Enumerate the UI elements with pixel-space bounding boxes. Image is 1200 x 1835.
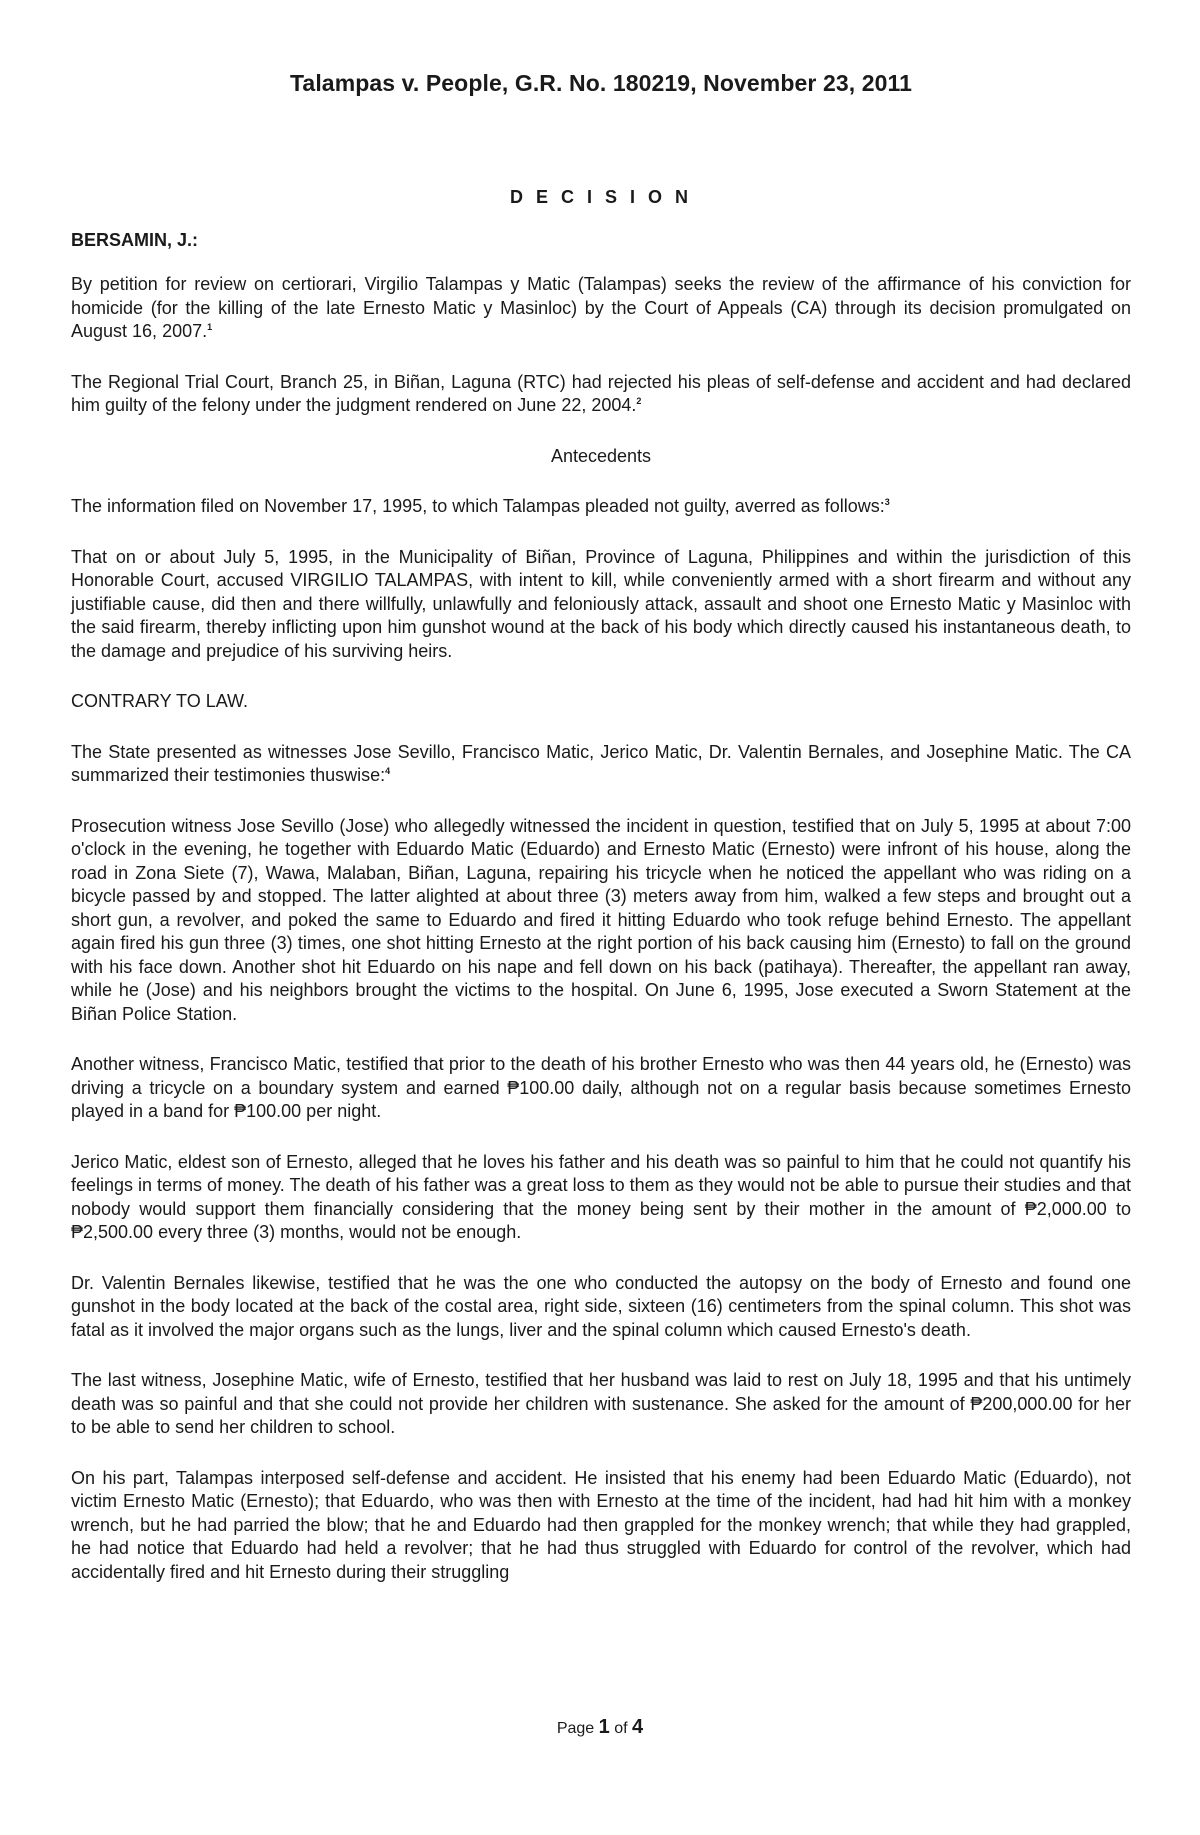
paragraph: Prosecution witness Jose Sevillo (Jose) who allegedly witnessed the incident in question, testified that on July 5, 1995 at about 7:00 o'clock in the evening, he together with Eduardo Matic (Eduardo) and Ernesto Matic (Ernesto) were infront of his house, along the road in Zona Siete (7), Wawa, Malaban, Biñan, Laguna, repairing his tricycle when he noticed the appellant who was riding on a bicycle passed by and stopped. The latter alighted at about three (3) meters away from him, walked a few steps and brought out a short gun, a revolver, and poked the same to Eduardo and fired it hitting Eduardo who took refuge behind Ernesto. The appellant again fired his gun three (3) times, one shot hitting Ernesto at the right portion of his back causing him (Ernesto) to fall on the ground with his face down. Another shot hit Eduardo on his nape and fell down on his back (patihaya). Thereafter, the appellant ran away, while he (Jose) and his neighbors brought the victims to the hospital. On June 6, 1995, Jose executed a Sworn Statement at the Biñan Police Station. bbox=[71, 815, 1131, 1024]
paragraph: The Regional Trial Court, Branch 25, in Biñan, Laguna (RTC) had rejected his pleas of self-defense and accident and had declared him guilty of the felony under the judgment rendered on June 22, 2004.$^2$ bbox=[71, 371, 1131, 415]
page-footer bbox=[0, 1716, 1200, 1739]
paragraph: By petition for review on certiorari, Virgilio Talampas y Matic (Talampas) seeks the review of the affirmance of his conviction for homicide (for the killing of the late Ernesto Matic y Masinloc) by the Court of Appeals (CA) through its decision promulgated on August 16, 2007.$^1$ bbox=[71, 274, 1131, 341]
footnote-ref[interactable]: 3 bbox=[884, 497, 890, 507]
footnote-ref[interactable]: 2 bbox=[636, 396, 642, 406]
decision-heading: D E C I S I O N bbox=[509, 187, 693, 207]
paragraph: Jerico Matic, eldest son of Ernesto, alleged that he loves his father and his death was so painful to him that he could not quantify his feelings in terms of money. The death of his father was a great loss to them as they would not be able to pursue their studies and that nobody would support them financially considering that the money being sent by their mother in the amount of ₱2,000.00 to ₱2,500.00 every three (3) months, would not be enough. bbox=[71, 1151, 1131, 1242]
of-label: of bbox=[614, 1720, 628, 1737]
paragraph: CONTRARY TO LAW. bbox=[71, 691, 249, 711]
paragraph: Dr. Valentin Bernales likewise, testified that he was the one who conducted the autopsy on the body of Ernesto and found one gunshot in the body located at the back of the costal area, right side, sixteen (16) centimeters from the spinal column. This shot was fatal as it involved the major organs such as the lungs, liver and the spinal column which caused Ernesto's death. bbox=[71, 1272, 1131, 1340]
paragraph: Another witness, Francisco Matic, testified that prior to the death of his brother Ernesto who was then 44 years old, he (Ernesto) was driving a tricycle on a boundary system and earned ₱100.00 daily, although not on a regular basis because sometimes Ernesto played in a band for ₱100.00 per night. bbox=[71, 1054, 1131, 1121]
current-page-number: 1 bbox=[598, 1716, 610, 1738]
section-heading: Antecedents bbox=[550, 445, 652, 466]
ponente: BERSAMIN, J.: bbox=[71, 230, 199, 250]
paragraph: The information filed on November 17, 1995, to which Talampas pleaded not guilty, averred as follows:$^3$ bbox=[71, 496, 890, 516]
paragraph: The State presented as witnesses Jose Sevillo, Francisco Matic, Jerico Matic, Dr. Valentin Bernales, and Josephine Matic. The CA summarized their testimonies thuswise:$^4$ bbox=[71, 741, 1131, 785]
paragraph: That on or about July 5, 1995, in the Municipality of Biñan, Province of Laguna, Philippines and within the jurisdiction of this Honorable Court, accused VIRGILIO TALAMPAS, with intent to kill, while conveniently armed with a short firearm and without any justifiable cause, did then and there willfully, unlawfully and feloniously attack, assault and shoot one Ernesto Matic y Masinloc with the said firearm, thereby inflicting upon him gunshot wound at the back of his body which directly caused his instantaneous death, to the damage and prejudice of his surviving heirs. bbox=[71, 546, 1131, 661]
page-label: Page bbox=[556, 1720, 595, 1737]
footnote-ref[interactable]: 1 bbox=[207, 322, 213, 332]
total-pages-number: 4 bbox=[632, 1716, 644, 1738]
paragraph: On his part, Talampas interposed self-defense and accident. He insisted that his enemy had been Eduardo Matic (Eduardo), not victim Ernesto Matic (Ernesto); that Eduardo, who was then with Ernesto at the time of the incident, had had hit him with a monkey wrench, but he had parried the blow; that he and Eduardo had then grappled for the monkey wrench; that while they had grappled, he had notice that Eduardo had held a revolver; that he had thus struggled with Eduardo for control of the revolver, which had accidentally fired and hit Ernesto during their struggling bbox=[71, 1467, 1131, 1582]
paragraph: The last witness, Josephine Matic, wife of Ernesto, testified that her husband was laid to rest on July 18, 1995 and that his untimely death was so painful and that she could not provide her children with sustenance. She asked for the amount of ₱200,000.00 for her to be able to send her children to school. bbox=[71, 1370, 1131, 1437]
case-title: Talampas v. People, G.R. No. 180219, November 23, 2011 bbox=[289, 70, 913, 96]
footnote-ref[interactable]: 4 bbox=[385, 766, 391, 776]
